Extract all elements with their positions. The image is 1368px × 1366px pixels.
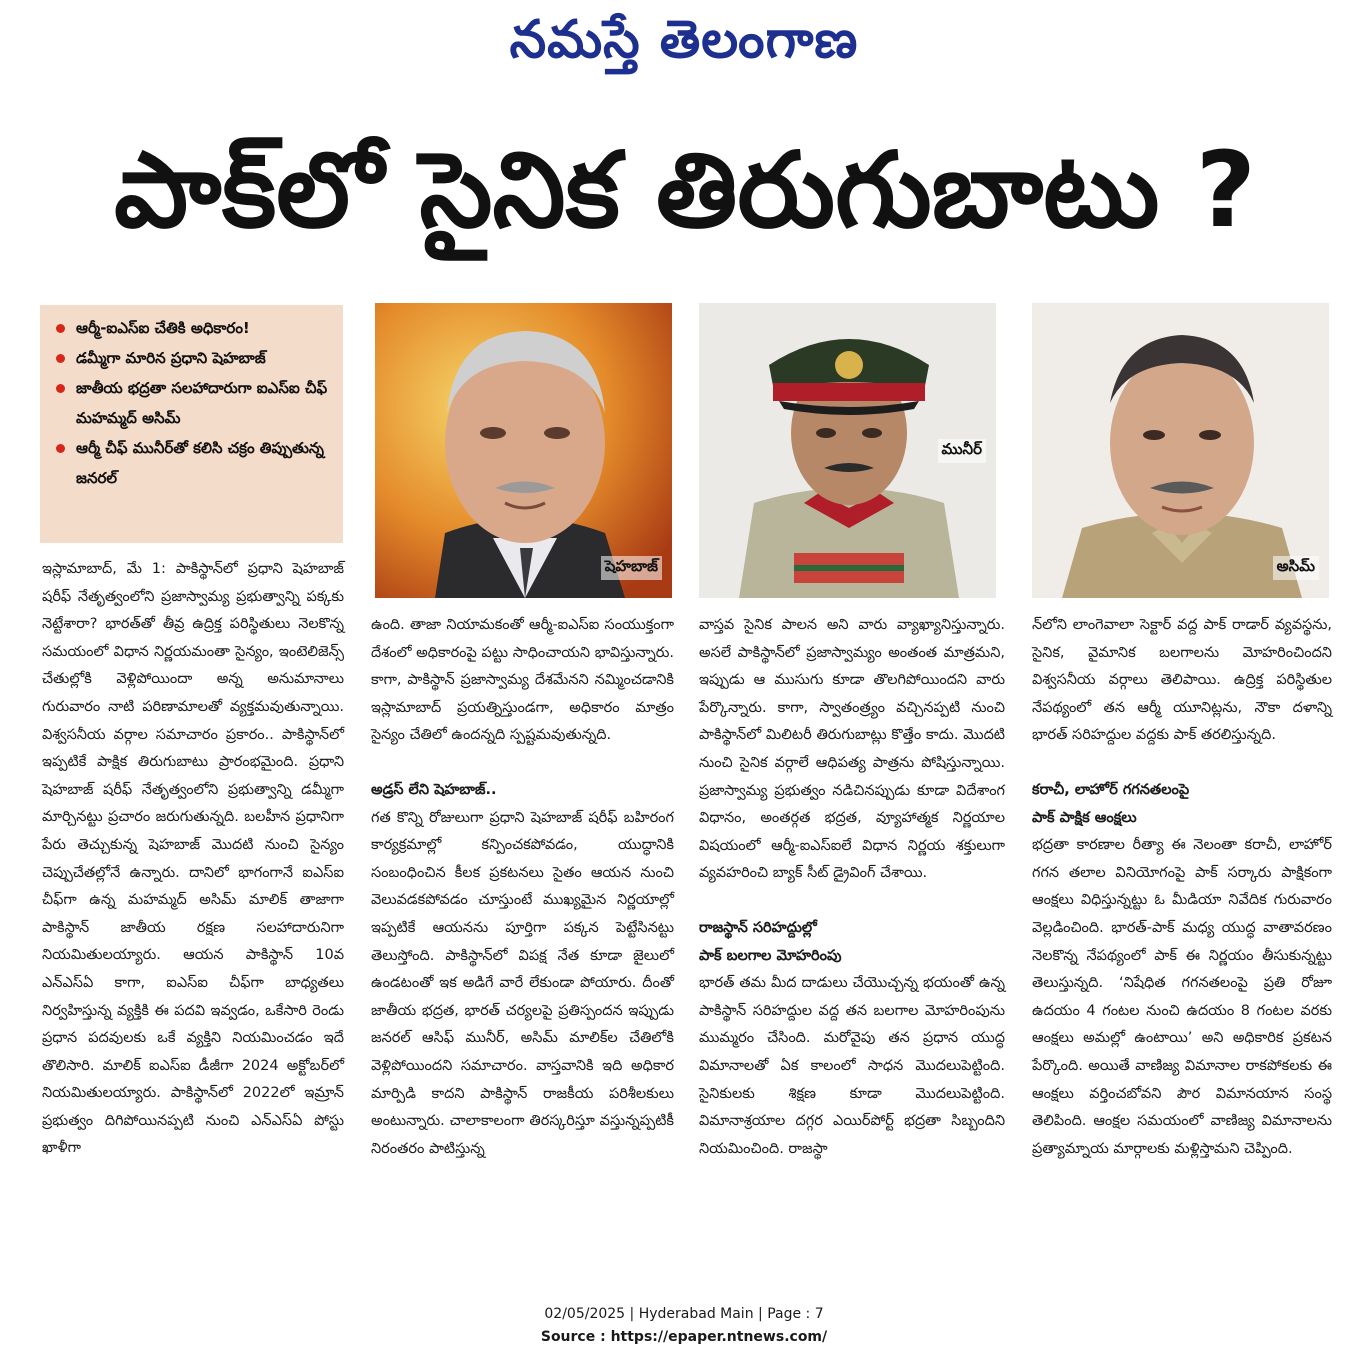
footer-source-link[interactable]: Source : https://epaper.ntnews.com/ (540, 1329, 828, 1345)
column-4 (1032, 612, 1332, 1163)
headline: పాక్‌లో సైనిక తిరుగుబాటు ? (114, 129, 1256, 251)
highlight-item: డమ్మీగా మారిన ప్రధాని షెహబాజ్ (50, 343, 333, 373)
highlight-item: ఆర్మీ-ఐఎస్‌ఐ చేతికి అధికారం! (50, 313, 333, 343)
highlights-box (40, 305, 343, 543)
subheading-rajasthan: రాజస్థాన్ సరిహద్దుల్లో (699, 919, 817, 936)
subheading-address: అడ్రస్ లేని షెహబాజ్.. (371, 781, 497, 798)
article-text-col3b: భారత్ తమ మీద దాడులు చేయొచ్చన్న భయంతో ఉన్న పాకిస్థాన్ సరిహద్దుల వద్ద తన బలగాల మోహరింపును ముమ్మరం చేసింది. మరోవైపు తన ప్రధాన యుద్ధ విమానాలతో ఏక కాలంలో సాధన మొదలుపెట్టింది. సైనికులకు శిక్షణ కూడా మొదలుపెట్టింది. విమానాశ్రయాల దగ్గర ఎయిర్‌పోర్ట్ భద్రతా సిబ్బందిని నియమించింది. రాజస్థా (699, 975, 1005, 1157)
photo-shehbaz (375, 303, 672, 598)
article-text-col2a: ఉంది. తాజా నియామకంతో ఆర్మీ-ఐఎస్‌ఐ సంయుక్తంగా దేశంలో అధికారంపై పట్టు సాధించాయని భావిస్తున్నారు. కాగా, పాకిస్థాన్ ప్రజాస్వామ్య దేశమేనని నమ్మించడానికి ఇస్లామాబాద్ ప్రయత్నిస్తుండగా, అధికారం మాత్రం సైన్యం చేతిలో ఉందన్నది స్పష్టమవుతున్నది. (371, 617, 674, 744)
subheading-deployment: పాక్ బలగాల మోహరింపు (699, 947, 842, 964)
photo-munir (699, 303, 996, 598)
footer-date-edition: 02/05/2025 | Hyderabad Main | Page : 7 (544, 1306, 824, 1322)
subheading-restrictions: పాక్ పాక్షిక ఆంక్షలు (1032, 809, 1137, 826)
article-text-col4a: న్‌లోని లాంగెవాలా సెక్టార్ వద్ద పాక్ రాడార్ వ్యవస్థను, సైనిక, వైమానిక బలగాలను మోహరించిందని విశ్వసనీయ వర్గాలు తెలిపాయి. ఉద్రిక్త పరిస్థితుల నేపథ్యంలో తన ఆర్మీ యూనిట్లను, నౌకా దళాన్ని భారత్ సరిహద్దుల వద్దకు పాక్ తరలిస్తున్నది. (1032, 617, 1332, 744)
column-2 (371, 612, 674, 1163)
caption-shehbaz: షెహబాజ్ (601, 556, 662, 580)
subheading-airspace: కరాచీ, లాహోర్ గగనతలంపై (1032, 781, 1190, 798)
article-text-col3a: వాస్తవ సైనిక పాలన అని వారు వ్యాఖ్యానిస్తున్నారు. అసలే పాకిస్థాన్‌లో ప్రజాస్వామ్యం అంతంత మాత్రమని, ఇప్పుడు ఆ ముసుగు కూడా తొలగిపోయిందని వారు పేర్కొన్నారు. కాగా, స్వాతంత్ర్యం వచ్చినప్పటి నుంచి పాకిస్థాన్‌లో మిలిటరీ తిరుగుబాట్లు కొత్తేం కాదు. మొదటి నుంచి సైనిక వర్గాలే ఆధిపత్య పాత్రను పోషిస్తున్నాయి. ప్రజాస్వామ్య ప్రభుత్వం నడిచినప్పుడు కూడా విదేశాంగ విధానం, అంతర్గత భద్రత, వ్యూహాత్మక నిర్ణయాల విషయంలో ఆర్మీ-ఐఎస్‌ఐలే విధాన నిర్ణయ శక్తులుగా వ్యవహరించి బ్యాక్ సీట్ డ్రైవింగ్ చేశాయి. (699, 617, 1005, 882)
article-text-col1: ఇస్లామాబాద్, మే 1: పాకిస్థాన్‌లో ప్రధాని షెహబాజ్ షరీఫ్ నేతృత్వంలోని ప్రజాస్వామ్య ప్రభుత్వాన్ని పక్కకు నెట్టేశారా? భారత్‌తో తీవ్ర ఉద్రిక్త పరిస్థితులు నెలకొన్న సమయంలో విధాన నిర్ణయమంతా సైన్యం, ఇంటెలిజెన్స్ చేతుల్లోకి వెళ్లిపోయిందా అన్న అనుమానాలు గురువారం నాటి పరిణామాలతో వ్యక్తమవుతున్నాయి. విశ్వసనీయ వర్గాల సమాచారం ప్రకారం.. పాకిస్థాన్‌లో ఇప్పటికే పాక్షిక తిరుగుబాటు ప్రారంభమైంది. ప్రధాని షెహబాజ్ షరీఫ్ నేతృత్వంలోని ప్రభుత్వాన్ని డమ్మీగా మార్చినట్టు ప్రచారం జరుగుతున్నది. బలహీన ప్రధానిగా పేరు తెచ్చుకున్న షెహబాజ్ మొదటి నుంచి సైన్యం చెప్పుచేతల్లోనే ఉన్నారు. దానిలో భాగంగానే ఐఎస్‌ఐ చీఫ్‌గా ఉన్న మహమ్మద్ అసిమ్ మాలిక్ తాజాగా పాకిస్థాన్ జాతీయ రక్షణ సలహాదారునిగా నియమితులయ్యారు. ఆయన పాకిస్థాన్ 10వ ఎన్‌ఎస్‌ఏ కాగా, ఐఎస్‌ఐ చీఫ్‌గా బాధ్యతలు నిర్వహిస్తున్న వ్యక్తికి ఈ పదవి ఇవ్వడం, ఒకేసారి రెండు ప్రధాన పదవులకు ఒకే వ్యక్తిని నియమించడం ఇదే తొలిసారి. మాలిక్ ఐఎస్‌ఐ డీజీగా 2024 అక్టోబర్‌లో నియమితులయ్యారు. పాకిస్థాన్‌లో 2022లో ఇమ్రాన్ ప్రభుత్వం దిగిపోయినప్పటి నుంచి ఎన్‌ఎస్‌ఏ పోస్టు ఖాళీగా (42, 561, 344, 1157)
photo-asim (1032, 303, 1329, 598)
article-text-col4b: భద్రతా కారణాల రీత్యా ఈ నెలంతా కరాచీ, లాహోర్ గగన తలాల వినియోగంపై పాక్ సర్కారు పాక్షికంగా ఆంక్షలు విధిస్తున్నట్టు ఓ మీడియా నివేదిక గురువారం వెల్లడించింది. భారత్-పాక్ మధ్య యుద్ధ వాతావరణం నెలకొన్న నేపథ్యంలో పాక్ ఈ నిర్ణయం తీసుకున్నట్టు తెలుస్తున్నది. ‘నిషేధిత గగనతలంపై ప్రతి రోజూ ఉదయం 4 గంటల నుంచి ఉదయం 8 గంటల వరకు ఆంక్షలు అమల్లో ఉంటాయి’ అని అధికారిక ప్రకటన పేర్కొంది. అయితే వాణిజ్య విమానాల రాకపోకలకు ఈ ఆంక్షలు వర్తించబోవని పౌర విమానయాన సంస్థ తెలిపింది. ఆంక్షల సమయంలో వాణిజ్య విమానాలను ప్రత్యామ్నాయ మార్గాలకు మళ్లిస్తామని చెప్పింది. (1032, 837, 1332, 1157)
bullet-icon (56, 354, 65, 363)
bullet-icon (56, 324, 65, 333)
masthead-logo: నమస్తే తెలంగాణ (509, 10, 859, 70)
highlight-item: జాతీయ భద్రతా సలహాదారుగా ఐఎస్‌ఐ చీఫ్ మహమ్మద్ అసిమ్ (50, 373, 333, 433)
caption-munir: మునీర్ (938, 439, 987, 463)
caption-asim: అసిమ్ (1273, 556, 1319, 580)
bullet-icon (56, 384, 65, 393)
bullet-icon (56, 444, 65, 453)
highlight-item: ఆర్మీ చీఫ్ మునీర్‌తో కలిసి చక్రం తిప్పుతున్న జనరల్ (50, 433, 333, 493)
article-text-col2b: గత కొన్ని రోజులుగా ప్రధాని షెహబాజ్ షరీఫ్ బహిరంగ కార్యక్రమాల్లో కన్పించకపోవడం, యుద్ధానికి సంబంధించిన కీలక ప్రకటనలు సైతం ఆయన నుంచి వెలువడకపోవడం చూస్తుంటే ముఖ్యమైన నిర్ణయాల్లో ఇప్పటికే ఆయనను పూర్తిగా పక్కన పెట్టేసినట్టు తెలుస్తోంది. పాకిస్థాన్‌లో విపక్ష నేత కూడా జైలులో ఉండటంతో ఇక అడిగే వారే లేకుండా పోయారు. దీంతో జాతీయ భద్రత, భారత్ చర్యలపై ప్రతిస్పందన ఇప్పుడు జనరల్ ఆసిఫ్ మునీర్, అసిమ్ మాలిక్‌ల చేతిలోకి వెళ్లిపోయిందని సమాచారం. వాస్తవానికి ఇది అధికార మార్పిడి కాదని పాకిస్థాన్ రాజకీయ పరిశీలకులు అంటున్నారు. చాలాకాలంగా తిరస్కరిస్తూ వస్తున్నప్పటికీ నిరంతరం పాటిస్తున్న (371, 809, 674, 1157)
column-1 (42, 556, 344, 1163)
column-3 (699, 612, 1005, 1163)
footer (0, 1303, 1368, 1349)
